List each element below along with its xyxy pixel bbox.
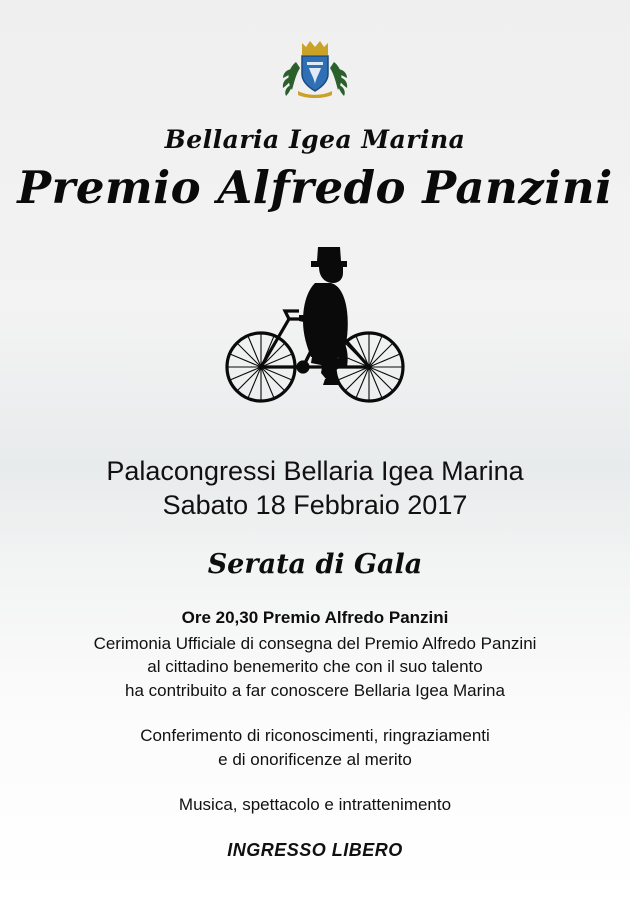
- program-line: Conferimento di riconoscimenti, ringraziamenti: [140, 726, 490, 746]
- municipal-coat-of-arms-icon: [280, 38, 350, 100]
- program-line: Musica, spettacolo e intrattenimento: [178, 795, 452, 815]
- page-title: Premio Alfredo Panzini: [17, 160, 613, 214]
- program-block: [0, 608, 630, 817]
- program-line: ha contribuito a far conoscere Bellaria Igea Marina: [125, 680, 505, 700]
- event-date: Sabato 18 Febbraio 2017: [162, 490, 468, 520]
- program-awards: [0, 724, 630, 771]
- town-name: Bellaria Igea Marina: [164, 125, 466, 154]
- cyclist-silhouette-icon: [215, 239, 415, 419]
- program-line: al cittadino benemerito che con il suo talento: [147, 657, 483, 677]
- program-line: Cerimonia Ufficiale di consegna del Premio Alfredo Panzini: [93, 633, 537, 653]
- gala-subtitle: Serata di Gala: [207, 548, 423, 580]
- program-line: e di onorificenze al merito: [218, 749, 412, 769]
- program-entertainment: [0, 793, 630, 816]
- free-entry-note: INGRESSO LIBERO: [227, 840, 403, 861]
- program-heading: Ore 20,30 Premio Alfredo Panzini: [181, 607, 449, 627]
- program-ceremony: [0, 632, 630, 702]
- venue-block: [106, 455, 523, 523]
- venue-name: Palacongressi Bellaria Igea Marina: [106, 456, 524, 487]
- title-block: [0, 126, 630, 213]
